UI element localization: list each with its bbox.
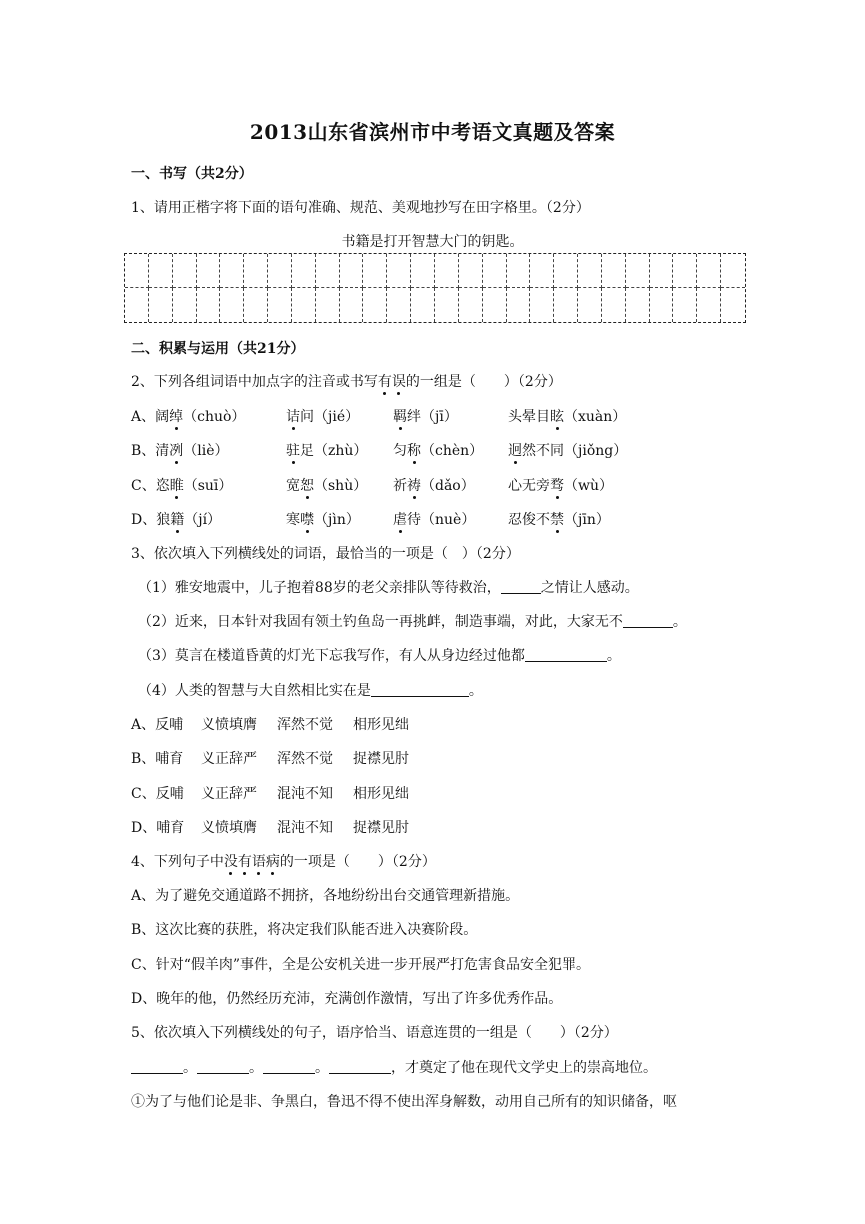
pinyin: （nuè） bbox=[421, 512, 476, 528]
q4-dotted-char: 语 bbox=[251, 854, 266, 870]
word-text: 绊 bbox=[407, 409, 421, 425]
q3-option-0-term-3 bbox=[277, 714, 333, 734]
separator: 。 bbox=[249, 1060, 263, 1076]
q2-dotted-char: 有 bbox=[377, 374, 392, 390]
question-4-stem bbox=[131, 851, 436, 871]
grid-cell[interactable] bbox=[149, 288, 173, 322]
q3-sentence-4 bbox=[138, 680, 483, 700]
q3-s4-text: （4）人类的智慧与大自然相比实在是 bbox=[138, 683, 371, 699]
word-text: 问 bbox=[300, 409, 314, 425]
answer-blank[interactable] bbox=[525, 647, 607, 662]
question-3-stem: 3、依次填入下列横线处的词语，最恰当的一项是（ ）（2分） bbox=[131, 546, 520, 562]
grid-cell[interactable] bbox=[507, 254, 531, 288]
grid-cell[interactable] bbox=[220, 288, 244, 322]
answer-blank[interactable] bbox=[197, 1059, 249, 1074]
word-text: 匀 bbox=[393, 443, 407, 459]
dotted-char: 祷 bbox=[407, 478, 421, 494]
separator: 。 bbox=[183, 1060, 197, 1076]
section-1-heading: 一、书写（共2分） bbox=[131, 166, 253, 182]
term: 哺育 bbox=[155, 751, 184, 767]
option-letter: C、 bbox=[131, 786, 156, 802]
grid-cell[interactable] bbox=[459, 288, 483, 322]
dotted-char: 禁 bbox=[550, 512, 564, 528]
option-letter: A、 bbox=[131, 717, 156, 733]
section-2-heading: 二、积累与运用（共21分） bbox=[131, 341, 305, 357]
q2-option-0-word-4 bbox=[508, 406, 626, 426]
pinyin: （jiǒng） bbox=[564, 443, 628, 459]
grid-cell[interactable] bbox=[554, 254, 578, 288]
option-letter: B、 bbox=[131, 443, 156, 459]
q3-option-1-term-2 bbox=[201, 748, 257, 768]
dotted-char: 羁 bbox=[393, 409, 407, 425]
q3-option-1-term-4 bbox=[353, 748, 409, 768]
dotted-char: 称 bbox=[407, 443, 421, 459]
q3-s1-tail: 之情让人感动。 bbox=[540, 580, 639, 596]
q3-option-3-term-3 bbox=[277, 817, 333, 837]
term: 相形见绌 bbox=[353, 717, 409, 733]
term: 浑然不觉 bbox=[277, 717, 333, 733]
q2-option-0-word-2 bbox=[286, 406, 359, 426]
word-text: 心无旁 bbox=[508, 478, 550, 494]
grid-cell[interactable] bbox=[387, 254, 411, 288]
term: 义正辞严 bbox=[201, 751, 257, 767]
term: 义愤填膺 bbox=[201, 820, 257, 836]
q2-option-2-word-3 bbox=[393, 475, 475, 495]
answer-blank[interactable] bbox=[623, 613, 673, 628]
grid-cell[interactable] bbox=[316, 254, 340, 288]
question-1: 1、请用正楷字将下面的语句准确、规范、美观地抄写在田字格里。（2分） bbox=[131, 200, 590, 216]
answer-blank[interactable] bbox=[131, 1059, 183, 1074]
q3-sentence-1 bbox=[138, 577, 639, 597]
q3-s3-text: （3）莫言在楼道昏黄的灯光下忘我写作，有人从身边经过他都 bbox=[138, 648, 525, 664]
dotted-char: 驻 bbox=[286, 443, 300, 459]
option-letter: B、 bbox=[131, 751, 156, 767]
q4-dotted-char: 没 bbox=[223, 854, 238, 870]
pinyin: （jìn） bbox=[314, 512, 360, 528]
grid-cell[interactable] bbox=[697, 254, 721, 288]
dotted-char: 睢 bbox=[169, 478, 184, 494]
dotted-char: 迥 bbox=[508, 443, 522, 459]
grid-cell[interactable] bbox=[554, 288, 578, 322]
pinyin: （zhù） bbox=[314, 443, 368, 459]
grid-cell[interactable] bbox=[411, 254, 435, 288]
grid-cell[interactable] bbox=[602, 254, 626, 288]
q2-dotted-char: 误 bbox=[391, 374, 406, 390]
q3-option-1-term-3 bbox=[277, 748, 333, 768]
term: 反哺 bbox=[155, 717, 184, 733]
q2-option-3-word-1 bbox=[131, 509, 221, 529]
pinyin: （chèn） bbox=[421, 443, 484, 459]
grid-cell[interactable] bbox=[602, 288, 626, 322]
dotted-char: 绰 bbox=[169, 409, 184, 425]
q4-option-a: A、为了避免交通道路不拥挤，各地纷纷出台交通管理新措施。 bbox=[131, 888, 520, 904]
grid-cell[interactable] bbox=[197, 288, 221, 322]
word-text: 足 bbox=[300, 443, 314, 459]
grid-cell[interactable] bbox=[626, 288, 650, 322]
q2-option-2-word-2 bbox=[286, 475, 367, 495]
q4-option-b: B、这次比赛的获胜，将决定我们队能否进入决赛阶段。 bbox=[131, 922, 478, 938]
grid-cell[interactable] bbox=[340, 288, 364, 322]
pinyin: （xuàn） bbox=[564, 409, 627, 425]
grid-cell[interactable] bbox=[435, 254, 459, 288]
grid-cell[interactable] bbox=[316, 288, 340, 322]
grid-cell[interactable] bbox=[220, 254, 244, 288]
grid-cell[interactable] bbox=[673, 254, 697, 288]
dotted-char: 籍 bbox=[170, 512, 185, 528]
grid-cell[interactable] bbox=[125, 288, 149, 322]
grid-cell[interactable] bbox=[435, 288, 459, 322]
q2-stem-part-b: 的一组是（ ）（2分） bbox=[405, 374, 562, 390]
q3-s2-text: （2）近来，日本针对我固有领土钓鱼岛一再挑衅，制造事端，对此，大家无不 bbox=[138, 614, 623, 630]
word-text: 清 bbox=[155, 443, 170, 459]
pinyin: （jí） bbox=[184, 512, 222, 528]
q3-option-0-term-4 bbox=[353, 714, 409, 734]
grid-cell[interactable] bbox=[197, 254, 221, 288]
grid-cell[interactable] bbox=[363, 288, 387, 322]
q3-option-0-term-1 bbox=[131, 714, 183, 734]
word-text: 然不同 bbox=[522, 443, 564, 459]
q2-option-2-word-4 bbox=[508, 475, 613, 495]
term: 哺育 bbox=[156, 820, 185, 836]
q3-option-2-term-4 bbox=[353, 783, 409, 803]
option-letter: C、 bbox=[131, 478, 156, 494]
grid-cell[interactable] bbox=[530, 288, 554, 322]
grid-cell[interactable] bbox=[244, 254, 268, 288]
q2-option-3-word-2 bbox=[286, 509, 360, 529]
dotted-char: 眩 bbox=[550, 409, 564, 425]
grid-cell[interactable] bbox=[530, 254, 554, 288]
q3-s4-tail: 。 bbox=[468, 683, 483, 699]
grid-cell[interactable] bbox=[363, 254, 387, 288]
q3-option-3-term-2 bbox=[201, 817, 257, 837]
grid-cell[interactable] bbox=[125, 254, 149, 288]
answer-blank[interactable] bbox=[329, 1059, 391, 1074]
word-text: 头晕目 bbox=[508, 409, 550, 425]
term: 浑然不觉 bbox=[277, 751, 333, 767]
word-text: 恣 bbox=[155, 478, 170, 494]
word-text: 阔 bbox=[155, 409, 170, 425]
q2-option-1-word-2 bbox=[286, 440, 367, 460]
dotted-char: 冽 bbox=[169, 443, 184, 459]
pinyin: （jīn） bbox=[564, 512, 610, 528]
dotted-char: 恕 bbox=[300, 478, 314, 494]
q3-s2-tail: 。 bbox=[672, 614, 687, 630]
question-2-stem bbox=[131, 371, 562, 391]
q2-option-0-word-3 bbox=[393, 406, 458, 426]
dotted-char: 噤 bbox=[300, 512, 314, 528]
q3-option-2-term-3 bbox=[277, 783, 333, 803]
answer-blank[interactable] bbox=[501, 579, 541, 594]
word-text: 祈 bbox=[393, 478, 407, 494]
page-title: 2013山东省滨州市中考语文真题及答案 bbox=[249, 120, 616, 144]
grid-cell[interactable] bbox=[340, 254, 364, 288]
term: 义正辞严 bbox=[201, 786, 257, 802]
q3-option-2-term-1 bbox=[131, 783, 184, 803]
q3-option-1-term-1 bbox=[131, 748, 183, 768]
grid-cell[interactable] bbox=[268, 288, 292, 322]
q2-option-1-word-1 bbox=[131, 440, 229, 460]
option-letter: A、 bbox=[131, 409, 156, 425]
q3-option-3-term-1 bbox=[131, 817, 184, 837]
q4-stem-part-a: 4、下列句子中 bbox=[131, 854, 224, 870]
term: 相形见绌 bbox=[353, 786, 409, 802]
term: 捉襟见肘 bbox=[353, 751, 409, 767]
pinyin: （wù） bbox=[564, 478, 613, 494]
term: 混沌不知 bbox=[277, 786, 333, 802]
word-text: 寒 bbox=[286, 512, 300, 528]
grid-cell[interactable] bbox=[673, 288, 697, 322]
pinyin: （dǎo） bbox=[421, 478, 475, 494]
grid-cell[interactable] bbox=[578, 254, 602, 288]
grid-cell[interactable] bbox=[268, 254, 292, 288]
q4-dotted-char: 有 bbox=[237, 854, 252, 870]
grid-cell[interactable] bbox=[697, 288, 721, 322]
q3-sentence-3 bbox=[138, 645, 621, 665]
grid-cell[interactable] bbox=[483, 254, 507, 288]
term: 捉襟见肘 bbox=[353, 820, 409, 836]
pinyin: （jī） bbox=[421, 409, 458, 425]
separator: 。 bbox=[315, 1060, 329, 1076]
word-text: 待 bbox=[407, 512, 421, 528]
q3-s1-text: （1）雅安地震中，儿子抱着88岁的老父亲排队等待救治， bbox=[138, 580, 501, 596]
grid-cell[interactable] bbox=[650, 288, 674, 322]
grid-cell[interactable] bbox=[173, 288, 197, 322]
q5-sentence-1: ①为了与他们论是非、争黑白，鲁迅不得不使出浑身解数，动用自己所有的知识储备，呕 bbox=[131, 1094, 677, 1110]
answer-blank[interactable] bbox=[263, 1059, 315, 1074]
term: 混沌不知 bbox=[277, 820, 333, 836]
grid-cell[interactable] bbox=[244, 288, 268, 322]
q5-tail: ，才奠定了他在现代文学史上的崇高地位。 bbox=[391, 1060, 657, 1076]
q2-option-2-word-1 bbox=[131, 475, 232, 495]
grid-cell[interactable] bbox=[411, 288, 435, 322]
q3-option-3-term-4 bbox=[353, 817, 409, 837]
q4-stem-part-b: 的一项是（ ）（2分） bbox=[279, 854, 436, 870]
word-text: 狼 bbox=[156, 512, 171, 528]
dotted-char: 诘 bbox=[286, 409, 300, 425]
grid-cell[interactable] bbox=[387, 288, 411, 322]
grid-cell[interactable] bbox=[626, 254, 650, 288]
q2-option-3-word-4 bbox=[508, 509, 610, 529]
pinyin: （jié） bbox=[314, 409, 360, 425]
q2-option-1-word-4 bbox=[508, 440, 627, 460]
word-text: 宽 bbox=[286, 478, 300, 494]
question-5-stem: 5、依次填入下列横线处的句子，语序恰当、语意连贯的一组是（ ）（2分） bbox=[131, 1025, 618, 1041]
q2-option-1-word-3 bbox=[393, 440, 483, 460]
q2-option-3-word-3 bbox=[393, 509, 475, 529]
grid-cell[interactable] bbox=[483, 288, 507, 322]
q3-option-0-term-2 bbox=[201, 714, 257, 734]
q3-s3-tail: 。 bbox=[606, 648, 621, 664]
pinyin: （shù） bbox=[314, 478, 368, 494]
word-text: 忍俊不 bbox=[508, 512, 550, 528]
q4-option-c: C、针对“假羊肉”事件，全是公安机关进一步开展严打危害食品安全犯罪。 bbox=[131, 957, 591, 973]
grid-cell[interactable] bbox=[292, 288, 316, 322]
grid-cell[interactable] bbox=[292, 254, 316, 288]
grid-cell[interactable] bbox=[459, 254, 483, 288]
copy-sentence: 书籍是打开智慧大门的钥匙。 bbox=[341, 234, 524, 250]
q4-option-d: D、晚年的他，仍然经历充沛，充满创作激情，写出了许多优秀作品。 bbox=[131, 991, 563, 1007]
dotted-char: 骛 bbox=[550, 478, 564, 494]
term: 反哺 bbox=[155, 786, 184, 802]
option-letter: D、 bbox=[131, 512, 157, 528]
grid-cell[interactable] bbox=[173, 254, 197, 288]
grid-cell[interactable] bbox=[507, 288, 531, 322]
q2-option-0-word-1 bbox=[131, 406, 245, 426]
q5-blanks-line bbox=[131, 1057, 657, 1077]
grid-cell[interactable] bbox=[149, 254, 173, 288]
tianzige-grid[interactable] bbox=[124, 253, 746, 323]
pinyin: （chuò） bbox=[183, 409, 246, 425]
term: 义愤填膺 bbox=[201, 717, 257, 733]
answer-blank[interactable] bbox=[371, 682, 469, 697]
q4-dotted-char: 病 bbox=[265, 854, 280, 870]
grid-cell[interactable] bbox=[721, 288, 745, 322]
q3-option-2-term-2 bbox=[201, 783, 257, 803]
option-letter: D、 bbox=[131, 820, 157, 836]
q3-sentence-2 bbox=[138, 611, 687, 631]
grid-cell[interactable] bbox=[650, 254, 674, 288]
pinyin: （liè） bbox=[183, 443, 229, 459]
pinyin: （suī） bbox=[183, 478, 233, 494]
grid-cell[interactable] bbox=[721, 254, 745, 288]
grid-cell[interactable] bbox=[578, 288, 602, 322]
dotted-char: 虐 bbox=[393, 512, 407, 528]
q2-stem-part-a: 2、下列各组词语中加点字的注音或书写 bbox=[131, 374, 378, 390]
